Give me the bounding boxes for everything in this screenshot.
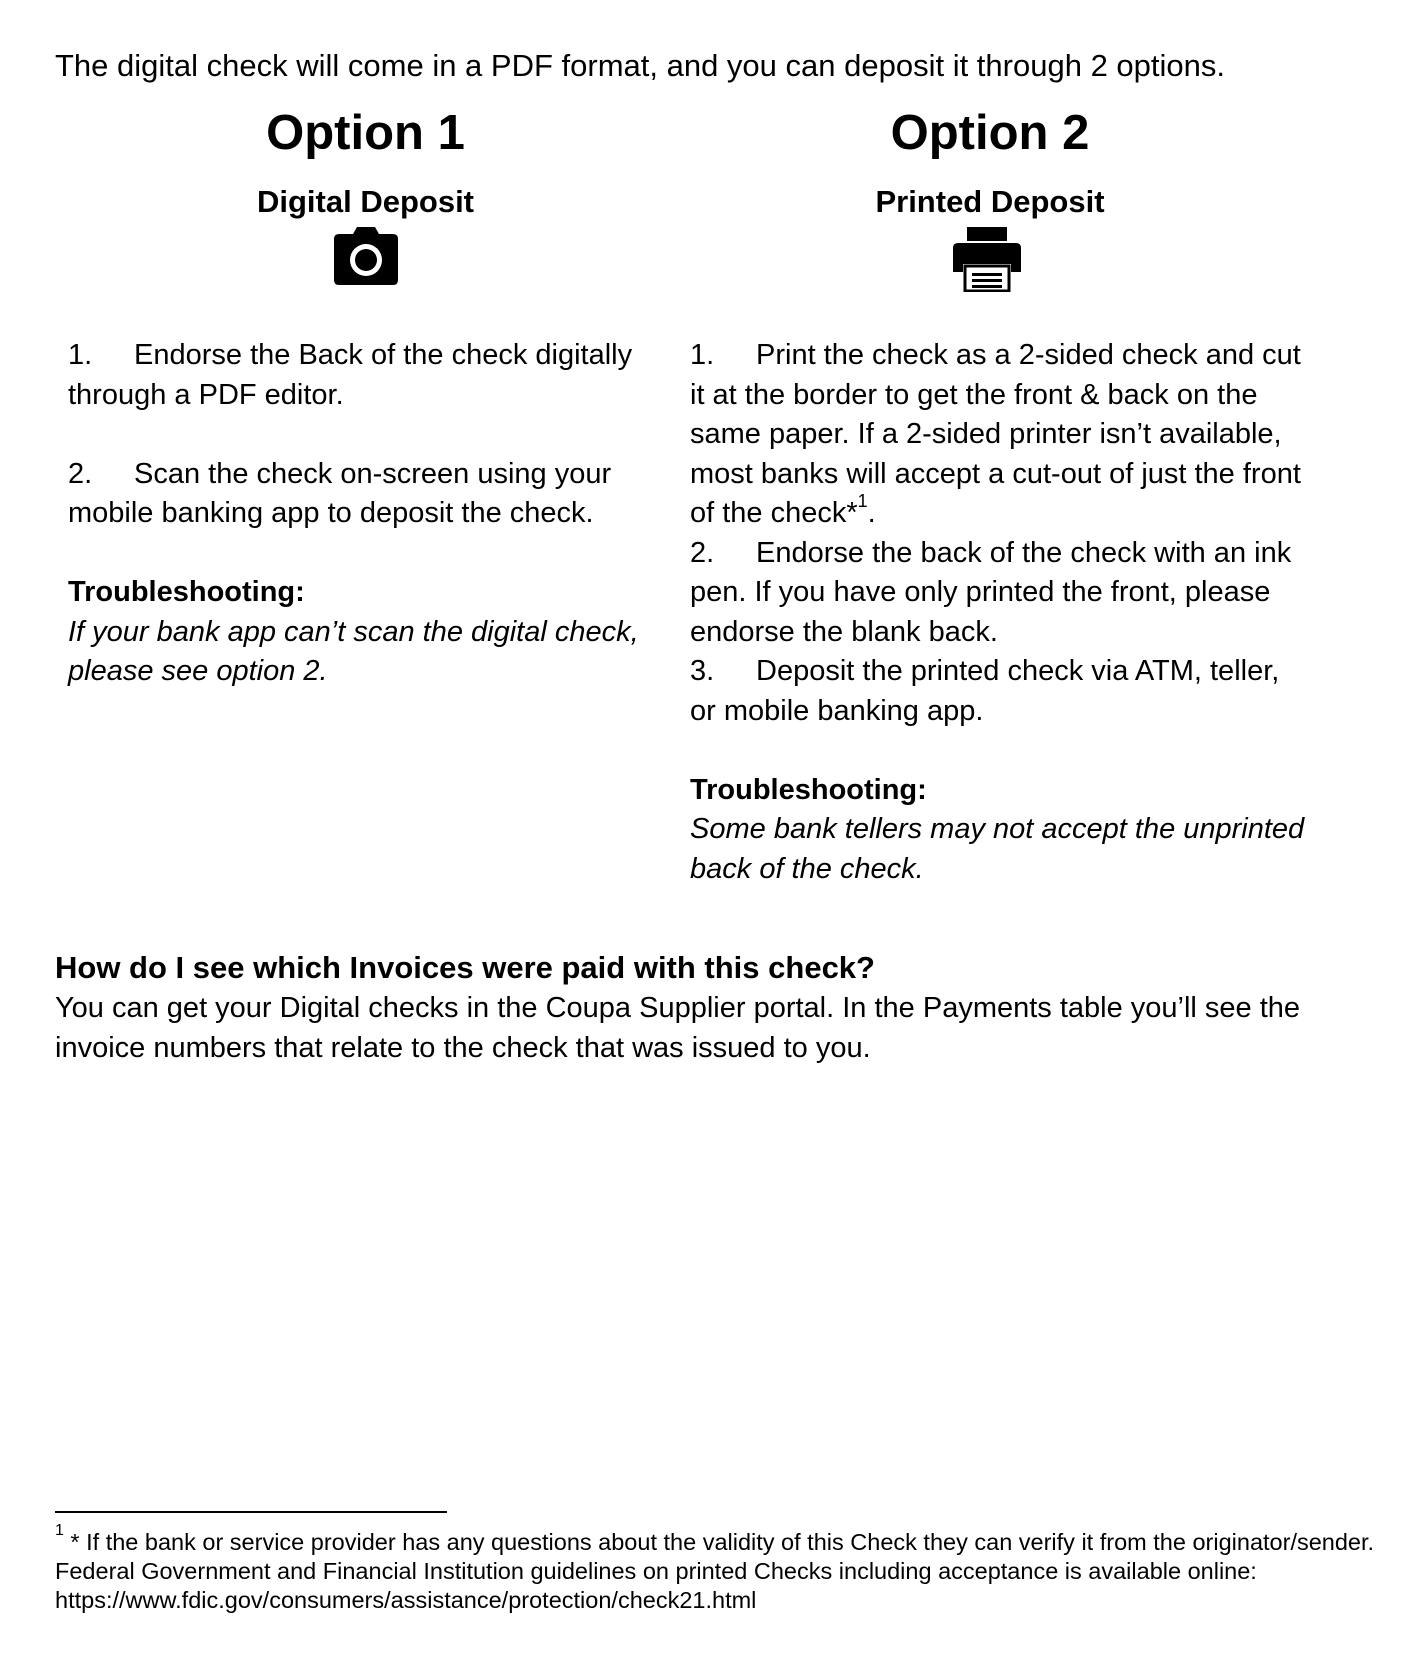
option-2-column bbox=[690, 100, 1310, 885]
option-2-steps bbox=[690, 336, 1310, 889]
option-1-column bbox=[68, 100, 663, 687]
step-text: Print the check as a 2-sided check and cut it at the border to get the front & back on the same paper. If a 2-sided printer isn’t available, most banks will accept a cut-out of just the front of the check* bbox=[690, 339, 1301, 529]
option-1-subtitle: Digital Deposit bbox=[256, 184, 474, 219]
footnote-ref[interactable]: 1 bbox=[857, 491, 868, 512]
step-number: 1. bbox=[68, 339, 93, 371]
faq-section bbox=[55, 948, 1355, 1068]
option-2-step-2 bbox=[690, 534, 1310, 653]
option-1-troubleshooting-label: Troubleshooting: bbox=[68, 576, 305, 608]
step-number: 3. bbox=[690, 655, 715, 687]
option-2-subtitle: Printed Deposit bbox=[875, 184, 1105, 219]
step-number: 2. bbox=[68, 457, 93, 490]
faq-answer: You can get your Digital checks in the Coupa Supplier portal. In the Payments table you’ll see the invoice numbers that relate to the check that was issued to you. bbox=[55, 992, 1301, 1064]
option-2-troubleshooting-text: Some bank tellers may not accept the unprinted back of the check. bbox=[690, 813, 1305, 885]
step-number: 2. bbox=[690, 536, 715, 569]
intro-text: The digital check will come in a PDF format, and you can deposit it through 2 options. bbox=[55, 48, 1225, 83]
footnote bbox=[55, 1522, 1375, 1615]
step-text-end: . bbox=[867, 497, 876, 529]
option-2-troubleshooting-label: Troubleshooting: bbox=[690, 773, 927, 806]
option-1-step-1 bbox=[68, 336, 663, 415]
footnote-text: * If the bank or service provider has any questions about the validity of this Check they can verify it from the originator/sender. Federal Government and Financial Institution guidelines on printed Checks including acceptance is available online: https://www.fdic.gov/consumers/assistance/protection/check21.html bbox=[55, 1529, 1375, 1613]
option-1-troubleshooting-text: If your bank app can’t scan the digital check, please see option 2. bbox=[68, 615, 639, 687]
printer-icon bbox=[952, 226, 1022, 292]
camera-icon bbox=[333, 226, 399, 286]
option-1-title: Option 1 bbox=[266, 106, 465, 160]
option-2-step-1 bbox=[690, 336, 1310, 534]
option-1-steps bbox=[68, 336, 663, 692]
step-text: Endorse the back of the check with an ink pen. If you have only printed the front, please endorse the blank back. bbox=[690, 536, 1292, 648]
faq-question: How do I see which Invoices were paid with this check? bbox=[55, 950, 875, 985]
step-number: 1. bbox=[690, 339, 715, 371]
step-text: Endorse the Back of the check digitally through a PDF editor. bbox=[68, 339, 633, 411]
option-1-step-2 bbox=[68, 455, 663, 534]
step-text: Deposit the printed check via ATM, teller, or mobile banking app. bbox=[690, 655, 1280, 727]
option-2-step-3 bbox=[690, 652, 1310, 731]
footnote-divider bbox=[55, 1511, 447, 1513]
step-text: Scan the check on-screen using your mobile banking app to deposit the check. bbox=[68, 457, 612, 529]
option-2-title: Option 2 bbox=[890, 106, 1090, 160]
footnote-marker: 1 bbox=[55, 1522, 64, 1540]
